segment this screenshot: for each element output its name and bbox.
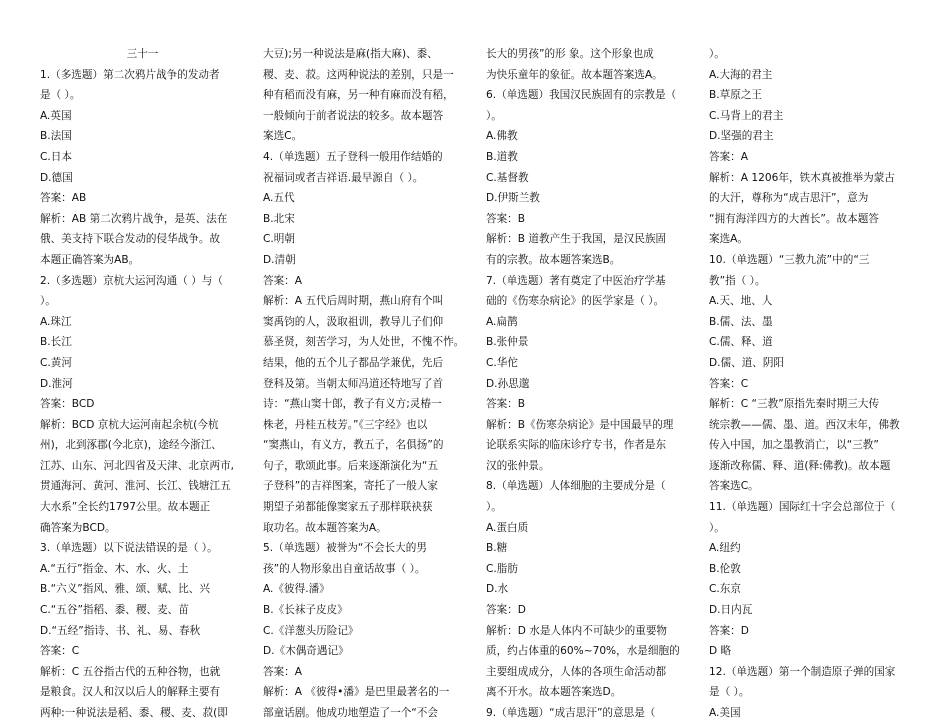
text-line: 答案：A xyxy=(709,150,749,163)
text-line: 贯通海河、黄河、淮河、长江、钱塘江五 xyxy=(40,480,231,493)
text-line: 确答案为BCD。 xyxy=(40,521,116,534)
text-line: A.纽约 xyxy=(709,542,741,555)
text-line: 稷、麦、菽。这两种说法的差别，只是一 xyxy=(263,68,454,81)
text-line: 答案：AB xyxy=(40,192,87,205)
text-line: 是（ ）。 xyxy=(40,89,81,102)
text-line: A.大海的君主 xyxy=(709,68,773,81)
text-line: 解析：A 五代后周时期，燕山府有个叫 xyxy=(263,295,444,308)
text-line: 是粮食。汉人和汉以后人的解释主要有 xyxy=(40,686,221,699)
text-line: “窦燕山，有义方，教五子，名俱扬”的 xyxy=(263,439,444,452)
text-line: 解析：A 《彼得•潘》是巴里最著名的一 xyxy=(263,686,450,699)
text-line: A.天、地、人 xyxy=(709,295,773,308)
text-line: 汉的张仲景。 xyxy=(486,459,550,472)
text-line: 解析：C “三教”原指先秦时期三大传 xyxy=(709,398,880,411)
text-line: D.《木偶奇遇记》 xyxy=(263,645,349,658)
text-line: 10.（单选题）“三教九流”中的“三 xyxy=(709,253,870,266)
text-line: D.清朝 xyxy=(263,253,296,266)
text-line: 取功名。故本题答案为A。 xyxy=(263,521,387,534)
text-line: 答案：A xyxy=(263,274,303,287)
text-line: B.伦敦 xyxy=(709,562,741,575)
text-line: 解析：A 1206年，铁木真被推举为蒙古 xyxy=(709,171,895,184)
text-line: 解析：B 道教产生于我国，是汉民族固 xyxy=(486,233,667,246)
text-column-1 xyxy=(40,44,245,724)
text-line: C.华佗 xyxy=(486,356,518,369)
text-column-2 xyxy=(263,44,468,724)
text-line: C.东京 xyxy=(709,583,741,596)
text-line: D.淮河 xyxy=(40,377,73,390)
text-line: ）。 xyxy=(40,295,56,308)
text-line: A.佛教 xyxy=(486,130,518,143)
text-line: 江苏、山东、河北四省及天津、北京两市, xyxy=(40,459,235,472)
text-line: 种有稻而没有麻，另一种有麻而没有稻， xyxy=(263,89,454,102)
text-line: D.孙思邈 xyxy=(486,377,530,390)
text-line: B.长江 xyxy=(40,336,72,349)
text-line: B.道教 xyxy=(486,150,518,163)
text-line: D 略 xyxy=(709,645,732,658)
text-line: 传入中国，加之墨教消亡，以“三教” xyxy=(709,439,879,452)
text-line: B.张仲景 xyxy=(486,336,529,349)
text-line: A.英国 xyxy=(40,109,72,122)
text-line: D.德国 xyxy=(40,171,73,184)
text-line: 案选A。 xyxy=(709,233,749,246)
text-line: A.五代 xyxy=(263,192,295,205)
text-line: 两种:一种说法是稻、黍、稷、麦、菽(即 xyxy=(40,707,228,719)
text-line: 慕圣贤，刻苦学习，为人处世，不愧不怍。 xyxy=(263,336,465,349)
text-line: 案选C。 xyxy=(263,130,303,143)
text-line: 础的《伤寒杂病论》的医学家是（ ）。 xyxy=(486,295,665,308)
text-line: A.蛋白质 xyxy=(486,521,529,534)
text-line: 9.（单选题）“成吉思汗”的意思是（ xyxy=(486,707,656,719)
text-line: 结果，他的五个儿子都品学兼优，先后 xyxy=(263,356,444,369)
text-line: 11.（单选题）国际红十字会总部位于（ xyxy=(709,501,896,514)
text-line: 州)，北到涿郡(今北京)，途经今浙江、 xyxy=(40,439,222,452)
text-line: C.《洋葱头历险记》 xyxy=(263,624,359,637)
text-line: A.美国 xyxy=(709,707,741,719)
text-line: B.草原之王 xyxy=(709,89,763,102)
text-line: C.“五谷”指稻、黍、稷、麦、苗 xyxy=(40,604,189,617)
text-line: C.明朝 xyxy=(263,233,295,246)
text-line: 质，约占体重的60%~70%，水是细胞的 xyxy=(486,645,680,658)
text-line: 统宗教——儒、墨、道。西汉末年，佛教 xyxy=(709,418,900,431)
text-line: D.伊斯兰教 xyxy=(486,192,540,205)
text-line: 期望子弟都能像窦家五子那样联袂获 xyxy=(263,501,433,514)
text-line: 本题正确答案为AB。 xyxy=(40,253,140,266)
text-line: 答案：C xyxy=(40,645,80,658)
text-line: ）。 xyxy=(486,501,502,514)
text-line: 8.（单选题）人体细胞的主要成分是（ xyxy=(486,480,666,493)
text-line: 子登科”的吉祥图案，寄托了一般人家 xyxy=(263,480,438,493)
text-line: 答案：D xyxy=(486,604,526,617)
text-line: A.《彼得.潘》 xyxy=(263,583,330,596)
text-line: C.马背上的君主 xyxy=(709,109,784,122)
text-line: D.坚强的君主 xyxy=(709,130,774,143)
text-line: B.《长袜子皮皮》 xyxy=(263,604,348,617)
text-line: 解析：BCD 京杭大运河南起余杭(今杭 xyxy=(40,418,219,431)
text-line: C.儒、释、道 xyxy=(709,336,773,349)
text-line: 答案：A xyxy=(263,665,303,678)
text-line: 6.（单选题）我国汉民族固有的宗教是（ xyxy=(486,89,677,102)
text-line: 窦禹钧的人，汲取祖训，教导儿子们仰 xyxy=(263,315,444,328)
text-line: 为快乐童年的象征。故本题答案选A。 xyxy=(486,68,663,81)
text-line: 孩”的人物形象出自童话故事（ ）。 xyxy=(263,562,426,575)
text-column-3 xyxy=(486,44,691,724)
section-title: 三十一 xyxy=(126,48,159,60)
text-line: 论联系实际的临床诊疗专书，作者是东 xyxy=(486,439,667,452)
text-line: 答案：C xyxy=(709,377,749,390)
text-line: 解析：D 水是人体内不可缺少的重要物 xyxy=(486,624,668,637)
text-line: D.“五经”指诗、书、礼、易、春秋 xyxy=(40,624,201,637)
text-line: ）。 xyxy=(486,109,502,122)
text-line: 长大的男孩”的形 象。这个形象也成 xyxy=(486,48,654,60)
text-line: 4.（单选题）五子登科一般用作结婚的 xyxy=(263,150,443,163)
text-line: 教”指（ ）。 xyxy=(709,274,766,287)
text-line: 解析：C 五谷指古代的五种谷物，也就 xyxy=(40,665,221,678)
text-line: 句子，歌颂此事。后来逐渐演化为“五 xyxy=(263,459,438,472)
text-line: 俄、美支持下联合发动的侵华战争。故 xyxy=(40,233,221,246)
text-line: 答案选C。 xyxy=(709,480,759,493)
text-line: 株老，丹桂五枝芳。”《三字经》也以 xyxy=(263,418,428,431)
text-line: 答案：BCD xyxy=(40,398,95,411)
text-line: 解析：B《伤寒杂病论》是中国最早的理 xyxy=(486,418,674,431)
text-line: 1.（多选题）第二次鸦片战争的发动者 xyxy=(40,68,220,81)
text-line: 3.（单选题）以下说法错误的是（ ）。 xyxy=(40,542,218,555)
text-line: 2.（多选题）京杭大运河沟通（ ）与（ xyxy=(40,274,223,287)
text-line: 有的宗教。故本题答案选B。 xyxy=(486,253,621,266)
text-line: C.基督教 xyxy=(486,171,529,184)
text-line: A.扁鹊 xyxy=(486,315,518,328)
text-line: C.脂肪 xyxy=(486,562,518,575)
text-line: B.“六义”指风、雅、颂、赋、比、兴 xyxy=(40,583,210,596)
text-line: B.法国 xyxy=(40,130,72,143)
text-line: C.黄河 xyxy=(40,356,72,369)
text-line: 答案：B xyxy=(486,212,526,225)
text-line: 12.（单选题）第一个制造原子弹的国家 xyxy=(709,665,896,678)
text-line: 是（ ）。 xyxy=(709,686,750,699)
text-line: 部童话剧。他成功地塑造了一个“不会 xyxy=(263,707,438,719)
text-line: 5.（单选题）被誉为“不会长大的男 xyxy=(263,542,427,555)
text-line: 诗：“燕山窦十郎，教子有义方;灵椿一 xyxy=(263,398,442,411)
text-line: ）。 xyxy=(709,521,725,534)
text-line: 登科及第。当朝太师冯道还特地写了首 xyxy=(263,377,444,390)
text-line: 祝福词或者吉祥语.最早源自（ ）。 xyxy=(263,171,424,184)
text-line: D.水 xyxy=(486,583,509,596)
text-line: A.珠江 xyxy=(40,315,72,328)
text-line: 离不开水。故本题答案选D。 xyxy=(486,686,622,699)
text-line: 解析：AB 第二次鸦片战争，是英、法在 xyxy=(40,212,228,225)
text-line: C.日本 xyxy=(40,150,72,163)
text-column-4 xyxy=(709,44,914,724)
text-line: B.儒、法、墨 xyxy=(709,315,773,328)
text-line: 逐渐改称儒、释、道(释:佛教)。故本题 xyxy=(709,459,891,472)
text-line: D.儒、道、阴阳 xyxy=(709,356,785,369)
text-line: 大水系”全长约1797公里。故本题正 xyxy=(40,501,211,514)
text-line: “拥有海洋四方的大酋长”。故本题答 xyxy=(709,212,879,225)
text-line: 答案：D xyxy=(709,624,749,637)
text-line: B.糖 xyxy=(486,542,508,555)
text-line: D.日内瓦 xyxy=(709,604,753,617)
text-line: 的大汗，尊称为“成吉思汗”，意为 xyxy=(709,192,869,205)
text-line: 7.（单选题）著有奠定了中医治疗学基 xyxy=(486,274,666,287)
text-line: A.“五行”指金、木、水、火、土 xyxy=(40,562,189,575)
text-line: 主要组成成分，人体的各项生命活动都 xyxy=(486,665,667,678)
text-line: ）。 xyxy=(709,48,725,60)
text-line: 一般倾向于前者说法的较多。故本题答 xyxy=(263,109,444,122)
text-line: B.北宋 xyxy=(263,212,295,225)
text-line: 大豆);另一种说法是麻(指大麻)、黍、 xyxy=(263,48,438,60)
text-line: 答案：B xyxy=(486,398,526,411)
